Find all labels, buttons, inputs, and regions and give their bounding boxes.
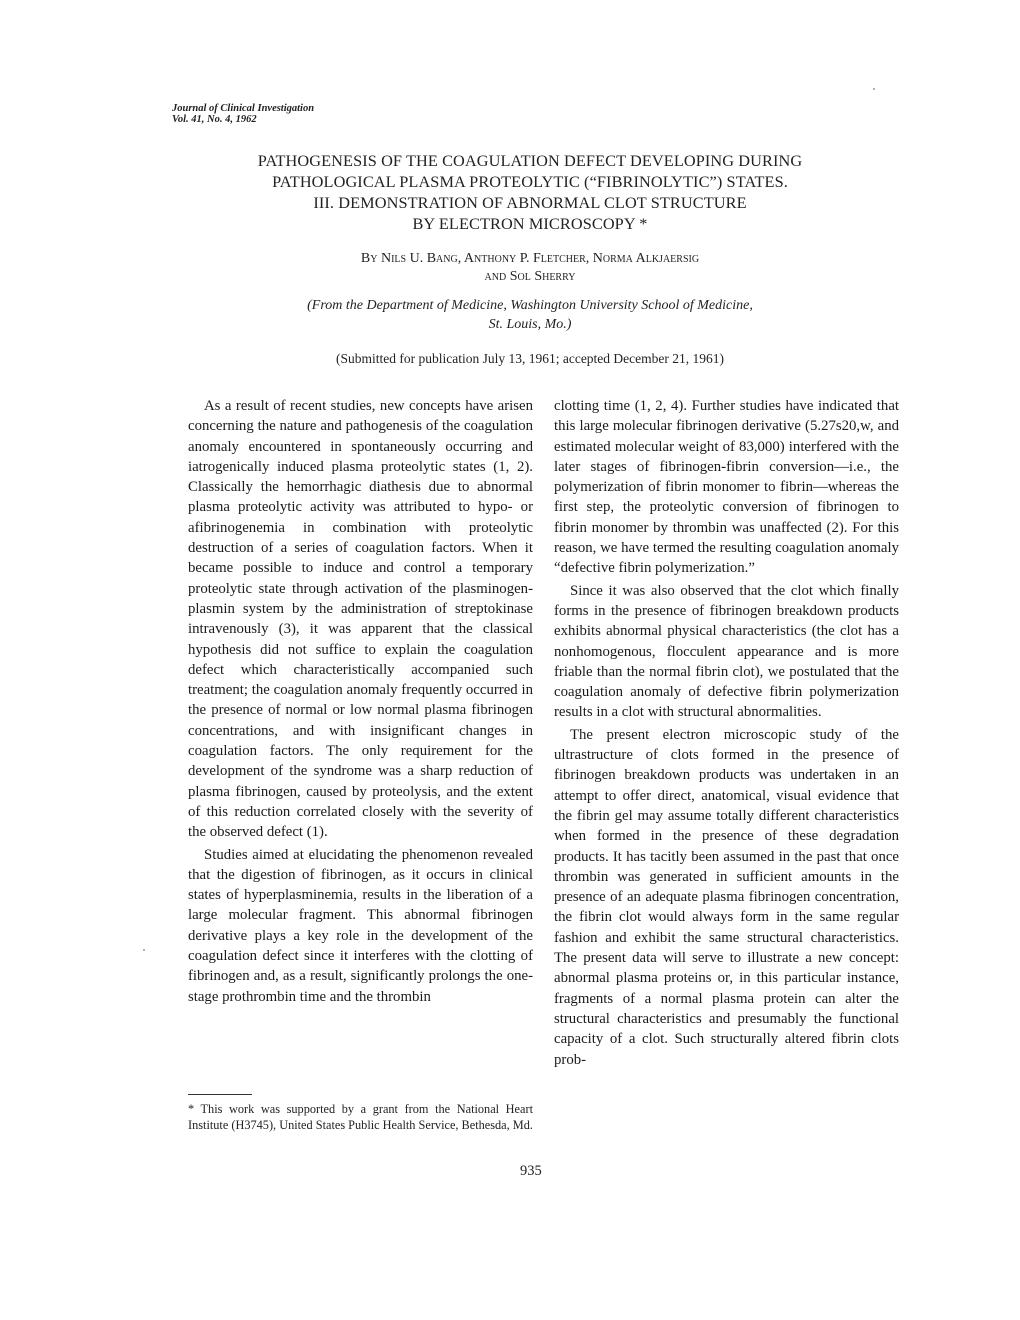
title-line-4: BY ELECTRON MICROSCOPY *: [412, 214, 648, 233]
affiliation-line-2: St. Louis, Mo.): [488, 317, 572, 332]
article-title: [150, 150, 910, 234]
journal-volume: Vol. 41, No. 4, 1962: [172, 114, 257, 125]
paragraph: Studies aimed at elucidating the phenomenon revealed that the digestion of fibrinogen, as it occurs in clinical states of hyperplasminemia, results in the liberation of a large molecular fragment. This abnormal fibrinogen derivative plays a key role in the development of the coagulation defect since it interferes with the clotting of fibrinogen and, as a result, significantly prolongs the one-stage prothrombin time and the thrombin: [188, 846, 533, 1005]
title-line-2: PATHOLOGICAL PLASMA PROTEOLYTIC (“FIBRINOLYTIC”) STATES.: [272, 172, 788, 191]
scan-speck: [873, 88, 875, 90]
footnote: * This work was supported by a grant from the National Heart Institute (H3745), United States Public Health Service, Bethesda, Md.: [188, 1102, 533, 1132]
affiliation: [150, 296, 910, 334]
paragraph: The present electron microscopic study of the ultrastructure of clots formed in the presence of fibrinogen breakdown products was undertaken in an attempt to offer direct, anatomical, visual evidence that the fibrin gel may assume totally different characteristics when formed in the presence of these degradation products. It has tacitly been assumed in the past that once thrombin was generated in sufficient amounts in the presence of an adequate plasma fibrinogen concentration, the fibrin clot would always form in the same regular fashion and exhibit the same structural characteristics. The present data will serve to illustrate a new concept: abnormal plasma proteins or, in this particular instance, fragments of a normal plasma protein can alter the structural characteristics and presumably the functional capacity of a clot. Such structurally altered fibrin clots prob-: [554, 726, 899, 1068]
footnote-divider: [188, 1094, 252, 1095]
title-line-1: PATHOGENESIS OF THE COAGULATION DEFECT DEVELOPING DURING: [257, 151, 803, 170]
paragraph: As a result of recent studies, new concepts have arisen concerning the nature and pathogenesis of the coagulation anomaly encountered in spontaneously occurring and iatrogenically induced plasma proteolytic states (1, 2). Classically the hemorrhagic diathesis due to abnormal plasma proteolytic activity was attributed to hypo- or afibrinogenemia in combination with proteolytic destruction of a series of coagulation factors. When it became possible to induce and control a temporary proteolytic state through activation of the plasminogen-plasmin system by the administration of streptokinase intravenously (3), it was apparent that the classical hypothesis did not suffice to explain the coagulation defect which characteristically accompanied such treatment; the coagulation anomaly frequently occurred in the presence of normal or low normal plasma fibrinogen concentrations, and with insignificant changes in coagulation factors. The only requirement for the development of the syndrome was a sharp reduction of plasma fibrinogen, caused by proteolysis, and the extent of this reduction correlated closely with the severity of the observed defect (1).: [188, 398, 533, 841]
paragraph: Since it was also observed that the clot which finally forms in the presence of fibrinogen breakdown products exhibits abnormal physical characteristics (the clot has a nonhomogenous, flocculent appearance and is more friable than the normal fibrin clot), we postulated that the coagulation anomaly of defective fibrin polymerization results in a clot with structural abnormalities.: [554, 582, 899, 721]
scan-speck: [143, 949, 145, 951]
submission-dates: (Submitted for publication July 13, 1961; accepted December 21, 1961): [335, 351, 725, 366]
authors-line-2: and Sol Sherry: [484, 269, 576, 284]
journal-name: Journal of Clinical Investigation: [172, 103, 315, 114]
paragraph: clotting time (1, 2, 4). Further studies have indicated that this large molecular fibrinogen derivative (5.27s20,w, and estimated molecular weight of 83,000) interfered with the later stages of fibrinogen-fibrin conversion—i.e., the polymerization of fibrin monomer to fibrin—whereas the first step, the proteolytic conversion of fibrinogen to fibrin monomer by thrombin was unaffected (2). For this reason, we have termed the resulting coagulation anomaly “defective fibrin polymerization.”: [554, 398, 899, 577]
journal-header: [172, 103, 314, 125]
page-number: 935: [520, 1163, 542, 1179]
affiliation-line-1: (From the Department of Medicine, Washington University School of Medicine,: [307, 298, 753, 313]
body-column-right: [554, 396, 899, 1072]
title-line-3: III. DEMONSTRATION OF ABNORMAL CLOT STRUCTURE: [313, 193, 747, 212]
authors-line-1: By Nils U. Bang, Anthony P. Fletcher, Norma Alkjaersig: [360, 251, 700, 266]
body-column-left: [188, 396, 533, 1009]
author-list: [150, 250, 910, 286]
